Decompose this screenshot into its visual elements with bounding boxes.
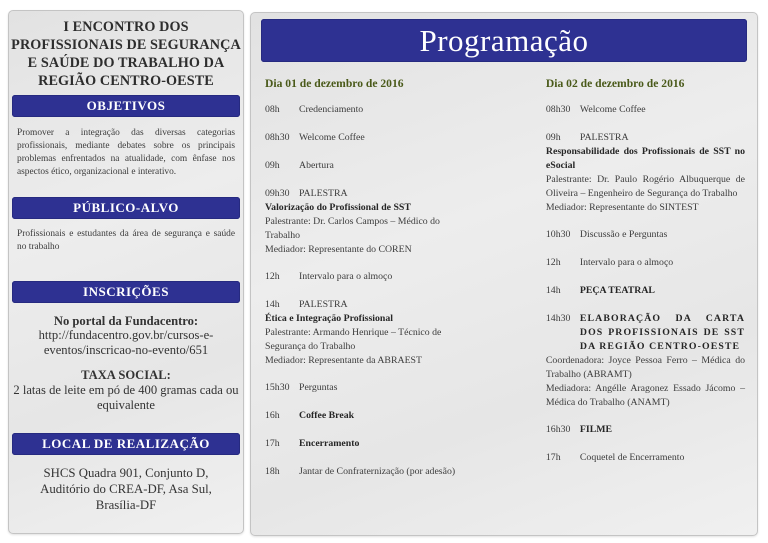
mediator: Mediador: Representante da ABRAEST (265, 355, 422, 366)
schedule-item (265, 159, 516, 173)
item-time: 16h (265, 410, 280, 421)
item-time: 08h (265, 104, 280, 115)
speaker: Palestrante: Dr. Carlos Campos – Médico do Trabalho (265, 216, 440, 241)
item-text: Abertura (299, 160, 334, 171)
item-text: Jantar de Confraternização (por adesão) (299, 466, 456, 477)
item-text: PALESTRA (579, 132, 629, 143)
schedule-item (265, 381, 516, 395)
speaker: Palestrante: Dr. Paulo Rogério Albuquerque de Oliveira – Engenheiro de Segurança do Trabalho (545, 174, 745, 199)
item-time: 15h30 (265, 382, 290, 393)
local-address (9, 465, 243, 513)
schedule-columns (251, 77, 757, 493)
objetivos-text: Promover a integração das diversas categorias profissionais, mediante debates sobre os principais problemas enfrentados na atualidade, com ênfase nos aspectos ético, organizacional e interativo. (17, 128, 235, 177)
event-title-line: PROFISSIONAIS DE SEGURANÇA (11, 37, 241, 53)
day2-title: Dia 02 de dezembro de 2016 (545, 77, 685, 90)
item-text: Intervalo para o almoço (299, 271, 393, 282)
item-time: 09h (545, 132, 561, 143)
address-line: Brasília-DF (95, 498, 157, 512)
schedule-item (265, 270, 516, 284)
event-title (9, 18, 243, 90)
item-time: 18h (265, 466, 280, 477)
item-text: Welcome Coffee (579, 104, 646, 115)
objetivos-heading: OBJETIVOS (12, 95, 240, 117)
item-text: Coquetel de Encerramento (579, 452, 685, 463)
item-text: Encerramento (299, 438, 360, 449)
item-text: Credenciamento (299, 104, 364, 115)
talk-title: Responsabilidade dos Profissionais de SST no eSocial (545, 146, 745, 171)
event-title-line: I ENCONTRO DOS (63, 19, 189, 35)
talk-title: Valorização do Profissional de SST (265, 202, 411, 213)
item-time: 10h30 (545, 229, 571, 240)
day1-title: Dia 01 de dezembro de 2016 (265, 77, 404, 90)
schedule-item (546, 103, 745, 117)
schedule-item (265, 409, 516, 423)
address-line: SHCS Quadra 901, Conjunto D, (43, 466, 209, 480)
item-text: PALESTRA (299, 188, 348, 199)
inscricoes-heading: INSCRIÇÕES (12, 281, 240, 303)
item-time: 12h (545, 257, 561, 268)
coordinator: Coordenadora: Joyce Pessoa Ferro – Médica do Trabalho (ABRAMT) (545, 355, 745, 380)
mediator: Mediador: Representante do COREN (265, 244, 412, 255)
inscricoes-section (9, 314, 243, 413)
schedule-item (546, 284, 745, 298)
item-time: 09h30 (265, 188, 290, 199)
item-text: Discussão e Perguntas (579, 229, 668, 240)
item-time: 14h (265, 299, 280, 310)
publico-alvo-text: Profissionais e estudantes da área de segurança e saúde no trabalho (17, 229, 235, 252)
schedule-item (265, 187, 516, 257)
item-time: 17h (545, 452, 561, 463)
item-time: 09h (265, 160, 280, 171)
schedule-item (265, 465, 516, 479)
mediator: Mediadora: Angélle Aragonez Essado Jácomo – Médica do Trabalho (ANAMT) (545, 383, 745, 408)
schedule-item (546, 312, 745, 410)
publico-alvo-heading: PÚBLICO-ALVO (12, 197, 240, 219)
schedule-item (265, 298, 516, 368)
schedule-item (265, 131, 516, 145)
item-text: Intervalo para o almoço (579, 257, 674, 268)
schedule-item (546, 131, 745, 215)
schedule-item (546, 256, 745, 270)
item-time: 08h30 (545, 104, 571, 115)
schedule-item (546, 451, 745, 465)
local-heading: LOCAL DE REALIZAÇÃO (12, 433, 240, 455)
item-text: PALESTRA (299, 299, 348, 310)
info-panel (8, 10, 244, 534)
mediator: Mediador: Representante do SINTEST (545, 202, 699, 213)
address-line: Auditório do CREA-DF, Asa Sul, (40, 482, 212, 496)
taxa-social-text: 2 latas de leite em pó de 400 gramas cada ou equivalente (13, 383, 239, 412)
item-time: 14h30 (545, 313, 571, 324)
day2-column (516, 77, 757, 493)
item-time: 16h30 (545, 424, 571, 435)
schedule-item (265, 437, 516, 451)
item-time: 08h30 (265, 132, 290, 143)
item-text: Coffee Break (299, 410, 355, 421)
portal-label: No portal da Fundacentro: (53, 314, 199, 328)
item-text: FILME (579, 424, 613, 435)
day1-column (251, 77, 516, 493)
schedule-item (546, 228, 745, 242)
item-text: Perguntas (299, 382, 338, 393)
item-time: 14h (545, 285, 561, 296)
registration-link[interactable]: http://fundacentro.gov.br/cursos-e-eventos/inscricao-no-evento/651 (38, 328, 214, 357)
schedule-item (546, 423, 745, 437)
schedule-item (265, 103, 516, 117)
talk-title: Ética e Integração Profissional (265, 313, 393, 324)
item-time: 12h (265, 271, 280, 282)
item-time: 17h (265, 438, 280, 449)
item-text: ELABORAÇÃO DA CARTA DOS PROFISSIONAIS DE SST DA REGIÃO CENTRO-OESTE (579, 313, 745, 352)
taxa-social-label: TAXA SOCIAL: (81, 368, 171, 382)
event-title-line: REGIÃO CENTRO-OESTE (38, 73, 214, 89)
speaker: Palestrante: Armando Henrique – Técnico de Segurança do Trabalho (265, 327, 442, 352)
event-title-line: E SAÚDE DO TRABALHO DA (27, 55, 225, 71)
programacao-title: Programação (261, 19, 747, 62)
item-text: Welcome Coffee (299, 132, 365, 143)
programacao-panel (250, 12, 758, 536)
item-text: PEÇA TEATRAL (579, 285, 655, 296)
